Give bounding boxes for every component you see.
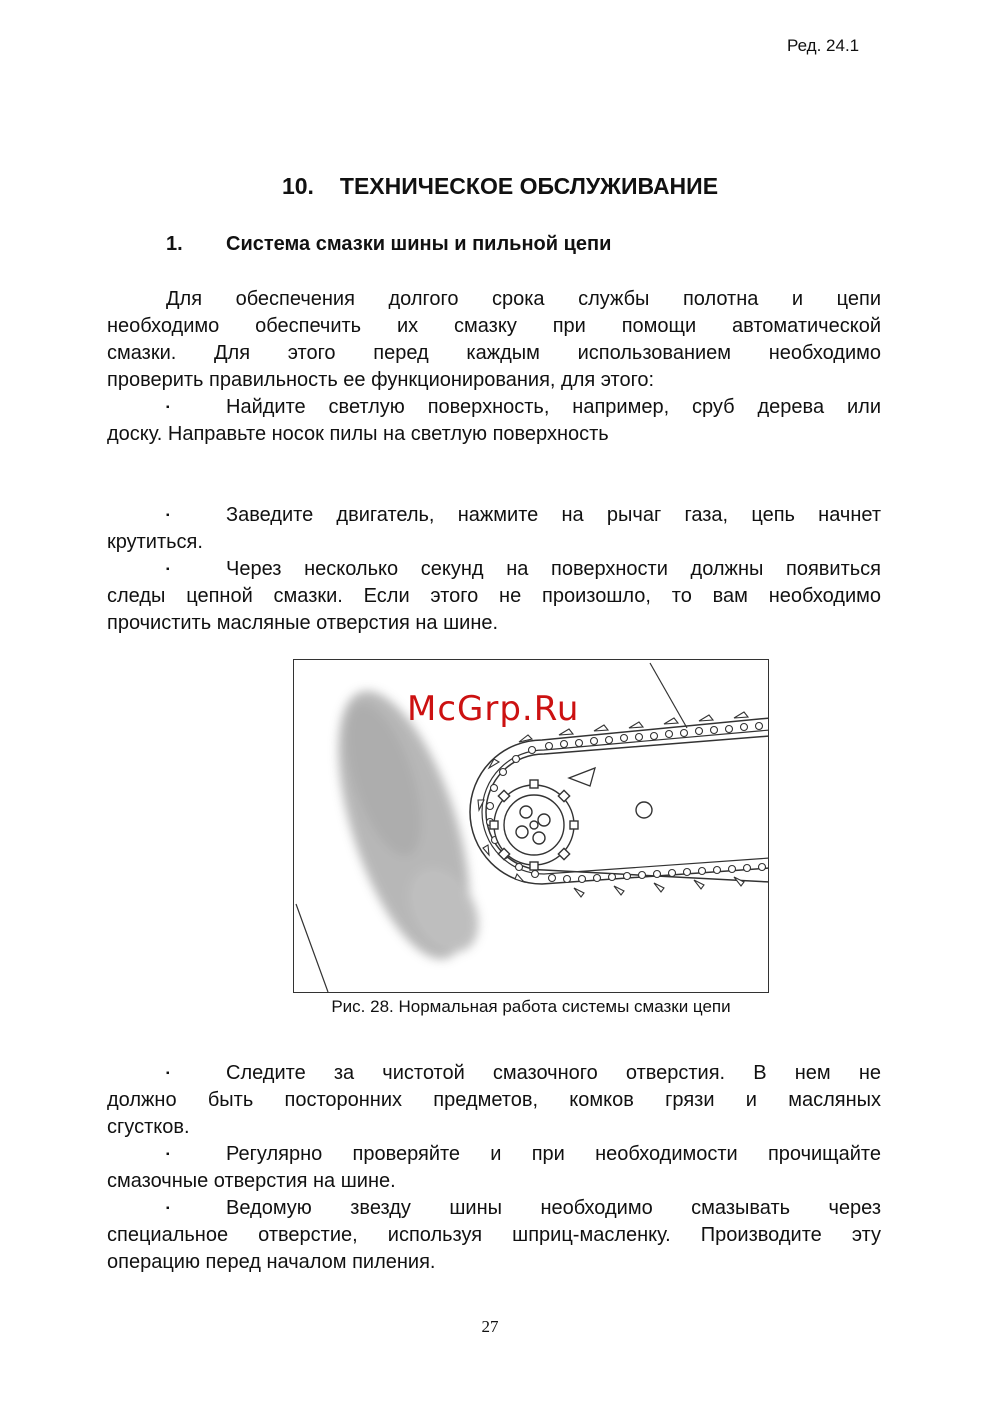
list-item-text: специальное отверстие, используя шприц-масленку. Производите эту [107,1224,881,1246]
list-item-text: операцию перед началом пиления. [107,1251,436,1273]
section-title [0,173,1000,200]
intro-line: проверить правильность ее функционирования, для этого: [107,369,655,391]
list-item [107,1060,881,1141]
bullet-icon: ▪ [166,1203,170,1214]
list-item [107,556,881,637]
sprocket [490,780,578,870]
watermark: McGrp.Ru [407,689,580,729]
list-item-text: Найдите светлую поверхность, например, сруб дерева или [226,396,881,418]
list-item-text: Регулярно проверяйте и при необходимости прочищайте [226,1143,881,1165]
subsection-title [166,233,611,256]
list-item [107,1141,881,1195]
list-item-text: Следите за чистотой смазочного отверстия. В нем не [226,1062,881,1084]
list-item-text: крутиться. [107,531,203,553]
bullet-icon: ▪ [166,510,170,521]
bullet-icon: ▪ [166,402,170,413]
list-item-text: доску. Направьте носок пилы на светлую поверхность [107,423,609,445]
figure-caption: Рис. 28. Нормальная работа системы смазки цепи [331,997,731,1016]
subsection-title-text: Система смазки шины и пильной цепи [226,233,612,255]
intro-line: необходимо обеспечить их смазку при помощи автоматической [107,315,881,337]
bullet-icon: ▪ [166,1068,170,1079]
list-item-text: прочистить масляные отверстия на шине. [107,612,499,634]
list-item [107,502,881,556]
list-item-text: Заведите двигатель, нажмите на рычаг газа, цепь начнет [226,504,881,526]
intro-line: смазки. Для этого перед каждым использованием необходимо [107,342,881,364]
list-item [107,394,881,448]
section-number: 10. [281,173,314,199]
list-item-text: Ведомую звезду шины необходимо смазывать через [226,1197,881,1219]
list-item-text: следы цепной смазки. Если этого не произошло, то вам необходимо [107,585,881,607]
bullet-icon: ▪ [166,1149,170,1160]
revision-label: Ред. 24.1 [787,36,860,55]
list-item [107,1195,881,1276]
section-title-text: ТЕХНИЧЕСКОЕ ОБСЛУЖИВАНИЕ [339,173,719,199]
list-item-text: смазочные отверстия на шине. [107,1170,396,1192]
intro-paragraph [107,286,881,394]
intro-line: Для обеспечения долгого срока службы полотна и цепи [166,288,881,310]
subsection-number: 1. [166,233,183,255]
list-item-text: сгустков. [107,1116,190,1138]
list-item-text: Через несколько секунд на поверхности должны появиться [226,558,881,580]
page-number: 27 [481,1317,499,1336]
list-item-text: должно быть посторонних предметов, комков грязи и масляных [107,1089,881,1111]
bullet-icon: ▪ [166,564,170,575]
